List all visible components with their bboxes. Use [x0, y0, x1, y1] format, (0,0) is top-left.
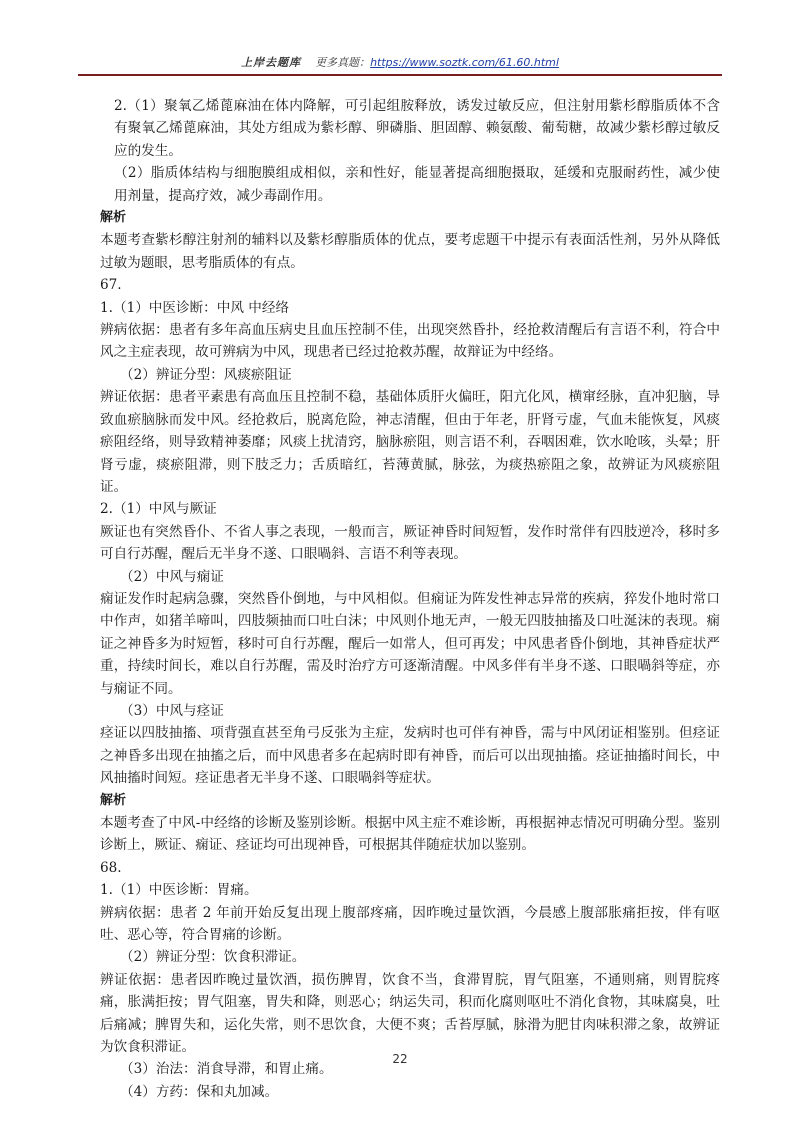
paragraph: 1.（1）中医诊断：中风 中经络 [100, 299, 290, 316]
paragraph: 本题考查了中风-中经络的诊断及鉴别诊断。根据中风主症不难诊断，再根据神志情况可明确分型。鉴别诊断上，厥证、痫证、痉证均可出现神昏，可根据其伴随症状加以鉴别。 [100, 815, 720, 854]
more-questions-label: 更多真题： [315, 56, 371, 69]
paragraph: 辨证依据：患者平素患有高血压且控制不稳，基础体质肝火偏旺，阳亢化风，横窜经脉，直冲犯脑，导致血瘀脑脉而发中风。经抢救后，脱离危险，神志清醒，但由于年老，肝肾亏虚，气血未能恢复，风痰瘀阻经络，则导致精神萎靡；风痰上扰清窍，脑脉瘀阻，则言语不利，吞咽困难，饮水呛咳，头晕；肝肾亏虚，痰瘀阻滞，则下肢乏力；舌质暗红，苔薄黄腻，脉弦，为痰热瘀阻之象，故辨证为风痰瘀阻证。 [100, 389, 720, 495]
page-header [0, 54, 800, 70]
paragraph: （2）辨证分型：风痰瘀阻证 [120, 366, 292, 383]
page-number: 22 [392, 1052, 408, 1066]
paragraph: （3）治法：消食导滞，和胃止痛。 [120, 1061, 333, 1078]
paragraph: 辨病依据：患者有多年高血压病史且血压控制不佳，出现突然昏扑，经抢救清醒后有言语不利，符合中风之主症表现，故可辨病为中风，现患者已经过抢救苏醒，故辩证为中经络。 [100, 322, 720, 361]
paragraph: 本题考查紫杉醇注射剂的辅料以及紫杉醇脂质体的优点，要考虑题干中提示有表面活性剂，另外从降低过敏为题眼，思考脂质体的有点。 [100, 232, 720, 271]
paragraph: 1.（1）中医诊断：胃痛。 [100, 882, 258, 899]
paragraph: 2.（1）中风与厥证 [100, 501, 217, 518]
paragraph: 67. [100, 277, 122, 294]
paragraph: 痫证发作时起病急骤，突然昏仆倒地，与中风相似。但痫证为阵发性神志异常的疾病，猝发仆地时常口中作声，如猪羊啼叫，四肢频抽而口吐白沫；中风则仆地无声，一般无四肢抽搐及口吐涎沫的表现。痫证之神昏多为时短暂，移时可自行苏醒，醒后一如常人，但可再发；中风患者昏仆倒地，其神昏症状严重，持续时间长，难以自行苏醒，需及时治疗方可逐渐清醒。中风多伴有半身不遂、口眼喎斜等症，亦与痫证不同。 [100, 590, 720, 697]
paragraph: 68. [100, 859, 122, 876]
paragraph: 辨病依据：患者 2 年前开始反复出现上腹部疼痛，因昨晚过量饮酒，今晨感上腹部胀痛拒按，伴有呕吐、恶心等，符合胃痛的诊断。 [100, 904, 720, 944]
paragraph: 痉证以四肢抽搐、项背强直甚至角弓反张为主症，发病时也可伴有神昏，需与中风闭证相鉴别。但痉证之神昏多出现在抽搐之后，而中风患者多在起病时即有神昏，而后可以出现抽搐。痉证抽搐时间长，中风抽搐时间短。痉证患者无半身不遂、口眼喎斜等症状。 [100, 725, 720, 787]
section-heading: 解析 [100, 792, 127, 808]
document-body [100, 95, 720, 1103]
paragraph: （3）中风与痉证 [120, 702, 224, 719]
header-rule [78, 74, 722, 76]
section-heading: 解析 [100, 210, 127, 226]
paragraph: 辨证依据：患者因昨晚过量饮酒，损伤脾胃，饮食不当，食滞胃脘，胃气阻塞，不通则痛，则胃脘疼痛，胀满拒按；胃气阻塞，胃失和降，则恶心；纳运失司，积而化腐则呕吐不消化食物，其味腐臭，吐后痛减；脾胃失和，运化失常，则不思饮食，大便不爽；舌苔厚腻，脉滑为肥甘肉味积滞之象，故辨证为饮食积滞证。 [100, 971, 720, 1056]
paragraph: （4）方药：保和丸加减。 [120, 1083, 279, 1100]
paragraph: （2）中风与痫证 [120, 568, 224, 585]
paragraph: （2）辨证分型：饮食积滞证。 [120, 949, 306, 966]
source-link[interactable]: https://www.soztk.com/61.60.html [370, 56, 559, 69]
paragraph: 厥证也有突然昏仆、不省人事之表现，一般而言，厥证神昏时间短暂，发作时常伴有四肢逆冷，移时多可自行苏醒，醒后无半身不遂、口眼喎斜、言语不利等表现。 [100, 523, 720, 563]
paragraph: 2.（1）聚氧乙烯蓖麻油在体内降解，可引起组胺释放，诱发过敏反应，但注射用紫杉醇脂质体不含有聚氧乙烯蓖麻油，其处方组成为紫杉醇、卵磷脂、胆固醇、赖氨酸、葡萄糖，故减少紫杉醇过敏反应的发生。 [114, 98, 720, 159]
paragraph: （2）脂质体结构与细胞膜组成相似，亲和性好，能显著提高细胞摄取，延缓和克服耐药性，减少使用剂量，提高疗效，减少毒副作用。 [114, 165, 720, 204]
site-name: 上岸去题库 [241, 56, 302, 69]
